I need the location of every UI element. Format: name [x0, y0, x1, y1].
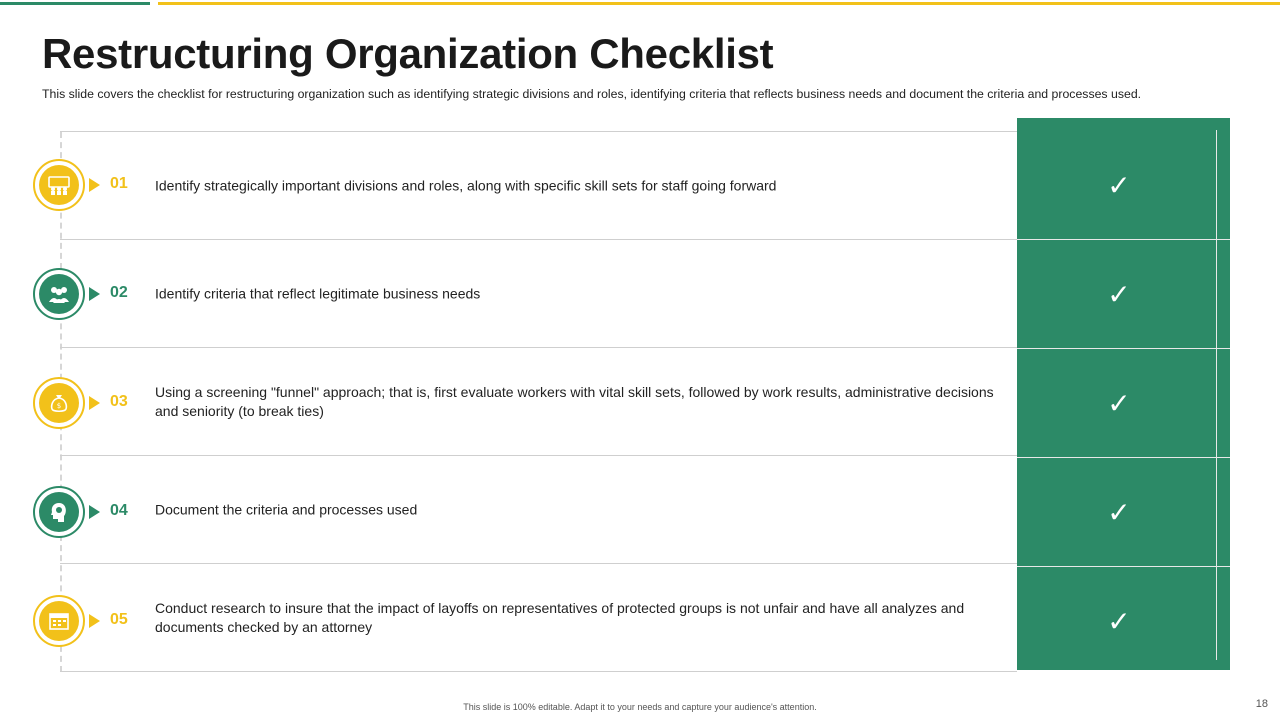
checklist-item-text: Identify criteria that reflect legitimate business needs: [155, 285, 481, 301]
checklist-item-text: Identify strategically important divisions and roles, along with specific skill sets for staff going forward: [155, 177, 777, 193]
pointer-triangle-icon: [89, 178, 100, 192]
pointer-triangle-icon: [89, 505, 100, 519]
checklist-item-text: Using a screening "funnel" approach; that is, first evaluate workers with vital skill sets, followed by work results, administrative decisions and seniority (to break ties): [155, 383, 994, 419]
checkmark-icon: ✓: [1107, 386, 1131, 420]
step-marker: [33, 486, 128, 538]
step-number: 01: [110, 175, 128, 192]
step-number: 02: [110, 284, 128, 301]
slide-title: Restructuring Organization Checklist: [42, 30, 774, 77]
group-icon: [39, 274, 79, 314]
step-number: 03: [110, 393, 128, 410]
page-number: 18: [1255, 698, 1268, 710]
checklist-row: [60, 239, 1017, 347]
step-markers: [0, 0, 140, 720]
check-cell: [1017, 458, 1229, 566]
checkmark-icon: ✓: [1107, 495, 1131, 529]
check-cell: [1017, 349, 1229, 457]
checkmark-column: [1017, 118, 1230, 670]
check-cell: [1017, 567, 1229, 675]
pointer-triangle-icon: [89, 287, 100, 301]
checklist-row: [60, 131, 1017, 239]
step-number: 05: [110, 611, 128, 628]
checkmark-icon: ✓: [1107, 168, 1131, 202]
money-bag-icon: [39, 383, 79, 423]
checkmark-icon: ✓: [1107, 604, 1131, 638]
pointer-triangle-icon: [89, 614, 100, 628]
checklist-rows: [60, 131, 1017, 672]
checklist-item-text: Document the criteria and processes used: [155, 501, 418, 517]
svg-text:$: $: [56, 402, 62, 410]
check-cell: [1017, 131, 1229, 239]
calendar-icon: [39, 601, 79, 641]
step-marker: [33, 159, 128, 211]
checklist-row: [60, 455, 1017, 563]
slide-subtitle: This slide covers the checklist for restructuring organization such as identifying strategic divisions and roles, identifying criteria that reflects business needs and document the criteria and processes used.: [42, 87, 1142, 101]
footer-note: This slide is 100% editable. Adapt it to your needs and capture your audience's attention.: [463, 702, 817, 712]
step-marker: [33, 268, 128, 320]
pointer-triangle-icon: [89, 396, 100, 410]
step-marker: [33, 377, 128, 429]
checklist-row: [60, 347, 1017, 455]
head-idea-icon: [39, 492, 79, 532]
top-accent-yellow: [158, 2, 1280, 5]
checklist-row: [60, 563, 1017, 672]
team-icon: [39, 165, 79, 205]
step-marker: [33, 595, 128, 647]
checkmark-icon: ✓: [1107, 277, 1131, 311]
step-number: 04: [110, 502, 128, 519]
check-cell: [1017, 240, 1229, 348]
checklist-item-text: Conduct research to insure that the impact of layoffs on representatives of protected groups is not unfair and have all analyzes and documents checked by an attorney: [155, 599, 965, 635]
